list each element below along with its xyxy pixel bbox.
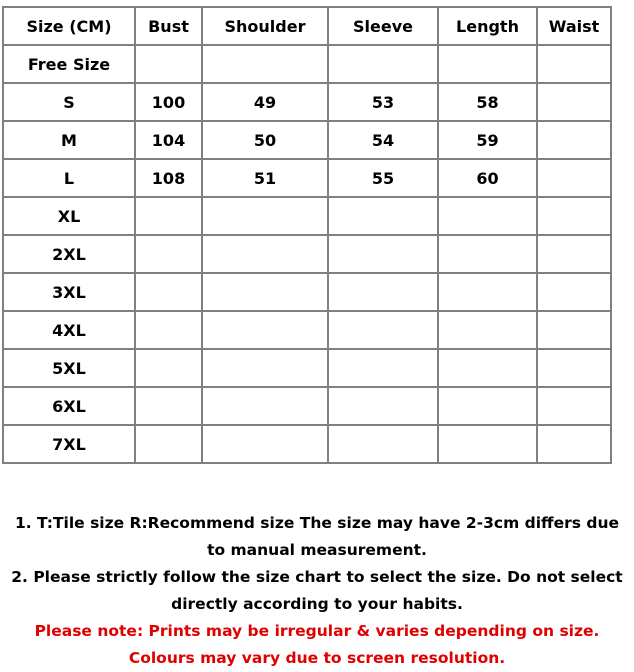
- shoulder-cell: [202, 45, 328, 83]
- shoulder-cell: [202, 387, 328, 425]
- bust-cell: [135, 425, 202, 463]
- size-cell: L: [3, 159, 135, 197]
- table-row: [3, 273, 611, 311]
- waist-cell: [537, 387, 611, 425]
- size-cell: 2XL: [3, 235, 135, 273]
- bust-cell: [135, 311, 202, 349]
- waist-cell: [537, 273, 611, 311]
- size-table: [2, 6, 612, 464]
- bust-cell: 108: [135, 159, 202, 197]
- length-cell: [438, 311, 537, 349]
- shoulder-cell: [202, 235, 328, 273]
- bust-cell: [135, 349, 202, 387]
- waist-cell: [537, 121, 611, 159]
- bust-cell: [135, 273, 202, 311]
- table-row: [3, 425, 611, 463]
- waist-cell: [537, 349, 611, 387]
- note-2-line-1: 2. Please strictly follow the size chart to select the size. Do not select: [11, 568, 623, 586]
- bust-cell: [135, 387, 202, 425]
- waist-cell: [537, 235, 611, 273]
- waist-cell: [537, 197, 611, 235]
- length-cell: [438, 425, 537, 463]
- note-2-line-2: directly according to your habits.: [171, 595, 463, 613]
- warning-colours: Colours may vary due to screen resolution.: [128, 649, 506, 667]
- sleeve-cell: [328, 235, 438, 273]
- length-cell: 59: [438, 121, 537, 159]
- sleeve-cell: [328, 311, 438, 349]
- warning-prints: Please note: Prints may be irregular & varies depending on size.: [34, 622, 600, 640]
- bust-cell: 100: [135, 83, 202, 121]
- size-cell: XL: [3, 197, 135, 235]
- shoulder-cell: [202, 425, 328, 463]
- size-cell: M: [3, 121, 135, 159]
- shoulder-cell: [202, 349, 328, 387]
- sleeve-cell: 55: [328, 159, 438, 197]
- size-cell: 4XL: [3, 311, 135, 349]
- header-length: Length: [438, 7, 537, 45]
- table-row: [3, 159, 611, 197]
- bust-cell: [135, 235, 202, 273]
- bust-cell: [135, 45, 202, 83]
- header-size: Size (CM): [3, 7, 135, 45]
- table-row: [3, 387, 611, 425]
- table-row: [3, 45, 611, 83]
- size-cell: 3XL: [3, 273, 135, 311]
- sleeve-cell: 54: [328, 121, 438, 159]
- note-1-line-1: 1. T:Tile size R:Recommend size The size may have 2-3cm differs due: [14, 514, 620, 532]
- shoulder-cell: 49: [202, 83, 328, 121]
- shoulder-cell: 51: [202, 159, 328, 197]
- waist-cell: [537, 83, 611, 121]
- note-1-line-2: to manual measurement.: [207, 541, 427, 559]
- sleeve-cell: [328, 45, 438, 83]
- size-cell: Free Size: [3, 45, 135, 83]
- table-row: [3, 235, 611, 273]
- header-bust: Bust: [135, 7, 202, 45]
- shoulder-cell: [202, 273, 328, 311]
- sleeve-cell: [328, 197, 438, 235]
- length-cell: [438, 197, 537, 235]
- size-chart: [0, 6, 634, 464]
- table-row: [3, 197, 611, 235]
- waist-cell: [537, 425, 611, 463]
- length-cell: 60: [438, 159, 537, 197]
- sleeve-cell: [328, 425, 438, 463]
- bust-cell: 104: [135, 121, 202, 159]
- table-header-row: [3, 7, 611, 45]
- size-cell: 6XL: [3, 387, 135, 425]
- length-cell: 58: [438, 83, 537, 121]
- waist-cell: [537, 45, 611, 83]
- length-cell: [438, 235, 537, 273]
- length-cell: [438, 349, 537, 387]
- sleeve-cell: [328, 349, 438, 387]
- length-cell: [438, 273, 537, 311]
- sleeve-cell: [328, 387, 438, 425]
- waist-cell: [537, 311, 611, 349]
- header-shoulder: Shoulder: [202, 7, 328, 45]
- sleeve-cell: [328, 273, 438, 311]
- size-notes: [0, 510, 634, 672]
- size-cell: 5XL: [3, 349, 135, 387]
- header-waist: Waist: [537, 7, 611, 45]
- shoulder-cell: [202, 197, 328, 235]
- table-row: [3, 83, 611, 121]
- table-row: [3, 349, 611, 387]
- length-cell: [438, 387, 537, 425]
- shoulder-cell: [202, 311, 328, 349]
- waist-cell: [537, 159, 611, 197]
- shoulder-cell: 50: [202, 121, 328, 159]
- table-row: [3, 311, 611, 349]
- table-row: [3, 121, 611, 159]
- bust-cell: [135, 197, 202, 235]
- header-sleeve: Sleeve: [328, 7, 438, 45]
- size-cell: S: [3, 83, 135, 121]
- length-cell: [438, 45, 537, 83]
- size-cell: 7XL: [3, 425, 135, 463]
- sleeve-cell: 53: [328, 83, 438, 121]
